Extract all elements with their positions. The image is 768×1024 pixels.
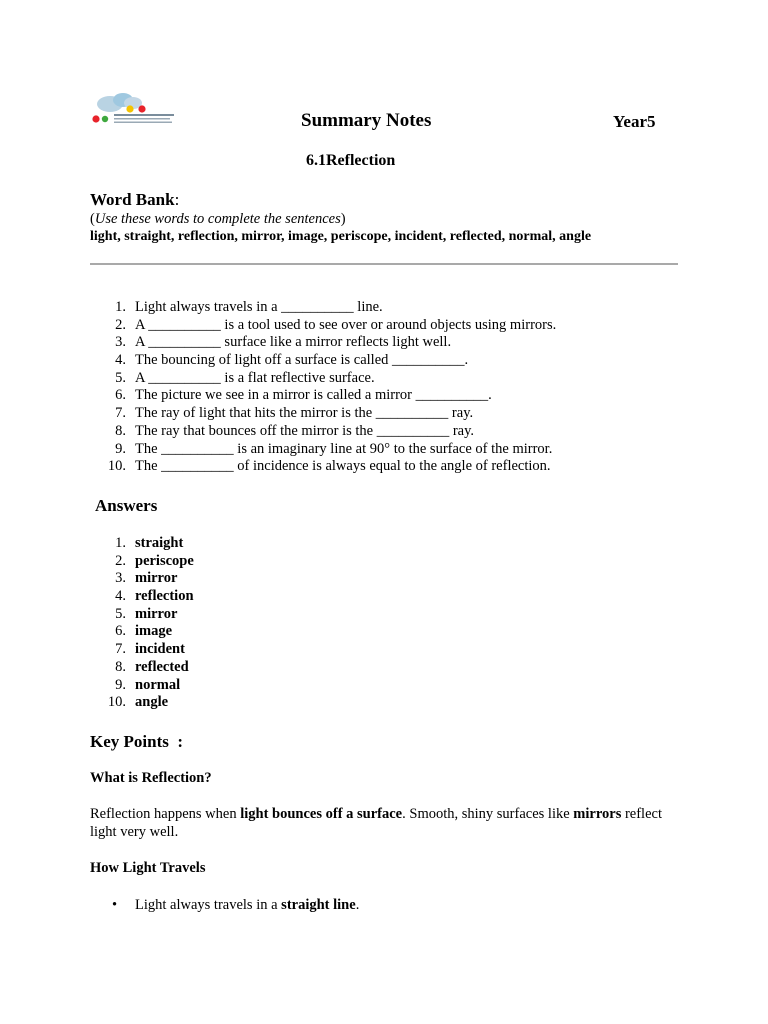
question-number: 6. <box>115 387 126 404</box>
question-item <box>90 423 556 441</box>
answer-number: 4. <box>115 588 126 605</box>
question-item <box>90 317 556 335</box>
question-number: 1. <box>115 299 126 315</box>
question-text: The ray of light that hits the mirror is the __________ ray. <box>135 405 474 422</box>
answer-text: image <box>135 623 173 640</box>
question-number: 3. <box>115 334 126 351</box>
question-text: The __________ is an imaginary line at 90° to the surface of the mirror. <box>135 440 553 457</box>
question-item <box>90 352 556 370</box>
answer-number: 7. <box>115 641 126 658</box>
question-item <box>90 299 556 317</box>
answer-text: incident <box>135 641 185 658</box>
answers-heading: Answers <box>95 496 158 515</box>
answer-number: 3. <box>115 570 126 587</box>
paragraph-text: reflect light very well. <box>90 806 662 840</box>
word-bank-instruction <box>90 211 346 228</box>
answer-text: periscope <box>135 552 194 569</box>
bullet-bold-text: straight line <box>281 897 356 913</box>
answer-item <box>90 641 194 659</box>
question-text: The bouncing of light off a surface is called __________. <box>135 352 469 369</box>
reflection-heading: What is Reflection? <box>90 770 212 786</box>
answer-text: straight <box>135 535 184 551</box>
instruction-open-paren: ( <box>90 211 95 227</box>
question-text: The __________ of incidence is always equal to the angle of reflection. <box>135 458 551 475</box>
answer-item <box>90 570 194 588</box>
question-item <box>90 405 556 423</box>
bullet-text <box>135 897 359 914</box>
question-text: A __________ surface like a mirror reflects light well. <box>135 334 452 351</box>
answer-number: 9. <box>115 676 126 693</box>
question-number: 4. <box>115 352 126 369</box>
bullet-text-part: . <box>355 897 360 913</box>
answer-item <box>90 535 194 553</box>
question-item <box>90 387 556 405</box>
divider <box>90 263 678 265</box>
answer-list <box>90 535 194 712</box>
paragraph-text: Reflection happens when <box>90 806 241 822</box>
answer-number: 5. <box>115 605 126 622</box>
reflection-paragraph <box>90 806 680 841</box>
word-bank-heading-text: Word Bank <box>90 190 175 209</box>
paragraph-bold-text: light bounces off a surface <box>240 806 403 822</box>
question-text: A __________ is a flat reflective surface. <box>135 369 375 386</box>
year-label: Year5 <box>613 112 656 131</box>
question-text: Light always travels in a __________ line. <box>135 299 383 315</box>
question-item <box>90 441 556 459</box>
light-travels-heading: How Light Travels <box>90 860 206 876</box>
question-list <box>90 299 556 476</box>
paragraph-text: . Smooth, shiny surfaces like <box>402 806 574 822</box>
question-text: The picture we see in a mirror is called a mirror __________. <box>135 387 492 404</box>
bullet-icon: • <box>112 897 118 913</box>
answer-item <box>90 623 194 641</box>
answer-text: normal <box>135 676 181 693</box>
question-item <box>90 334 556 352</box>
key-points-heading: Key Points : <box>90 732 184 751</box>
bullet-text-part: Light always travels in a <box>135 897 282 913</box>
answer-item <box>90 588 194 606</box>
answer-text: angle <box>135 694 169 711</box>
answer-number: 8. <box>115 658 126 675</box>
word-bank-heading <box>90 190 179 210</box>
word-bank-words: light, straight, reflection, mirror, image, periscope, incident, reflected, normal, angle <box>90 229 592 244</box>
question-item <box>90 458 556 476</box>
answer-item <box>90 677 194 695</box>
answer-text: mirror <box>135 570 178 587</box>
question-number: 2. <box>115 316 126 333</box>
instruction-text: Use these words to complete the sentences <box>94 211 341 227</box>
answer-number: 1. <box>115 535 126 551</box>
answer-number: 10. <box>107 694 126 711</box>
school-logo <box>90 92 176 126</box>
answer-text: reflected <box>135 658 189 675</box>
answer-item <box>90 659 194 677</box>
answer-text: reflection <box>135 588 194 605</box>
answer-item <box>90 553 194 571</box>
answer-text: mirror <box>135 605 178 622</box>
question-number: 9. <box>115 440 126 457</box>
answer-item <box>90 606 194 624</box>
page-subtitle: 6.1Reflection <box>306 152 396 169</box>
answer-number: 6. <box>115 623 126 640</box>
question-number: 5. <box>115 369 126 386</box>
question-text: The ray that bounces off the mirror is the __________ ray. <box>135 422 475 439</box>
paragraph-bold-text: mirrors <box>573 806 622 822</box>
answer-number: 2. <box>115 552 126 569</box>
page-title: Summary Notes <box>301 110 432 131</box>
answer-item <box>90 694 194 712</box>
instruction-close-paren: ) <box>340 211 346 227</box>
question-item <box>90 370 556 388</box>
question-number: 10. <box>107 458 126 475</box>
word-bank-heading-colon: : <box>174 190 180 209</box>
question-text: A __________ is a tool used to see over or around objects using mirrors. <box>135 316 557 333</box>
question-number: 7. <box>115 405 126 422</box>
question-number: 8. <box>115 422 126 439</box>
